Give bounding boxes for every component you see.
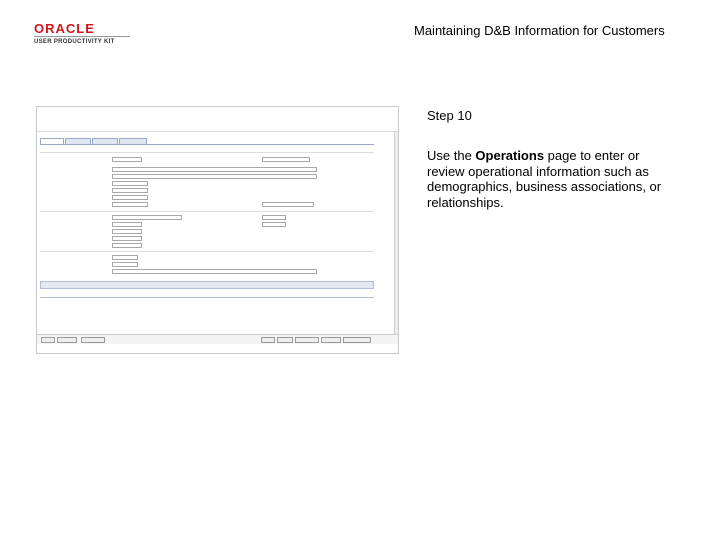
- divider: [40, 152, 374, 153]
- toolbar-button: [295, 337, 319, 343]
- text-field-5: [112, 195, 148, 200]
- text-field-9: [112, 222, 142, 227]
- operations-panel: [40, 144, 374, 334]
- step-number: Step 10: [427, 108, 472, 123]
- logo-brand: ORACLE: [34, 21, 95, 36]
- description-after: page to enter or review operational information such as demographics, business associations, or relationships.: [427, 148, 662, 210]
- logo-product: USER PRODUCTIVITY KIT: [34, 39, 115, 45]
- text-field-3: [112, 181, 148, 186]
- text-field-17: [112, 269, 317, 274]
- divider: [40, 211, 374, 212]
- scrollbar: [394, 132, 398, 334]
- date-field: [112, 157, 142, 162]
- text-field-2: [112, 174, 317, 179]
- grid-row: [40, 297, 374, 298]
- select-field: [262, 157, 310, 162]
- toolbar-button: [57, 337, 77, 343]
- text-field-1: [112, 167, 317, 172]
- text-field-6: [112, 202, 148, 207]
- text-field-8: [112, 215, 182, 220]
- app-header: [37, 114, 398, 132]
- text-field-12: [112, 243, 142, 248]
- grid-header: [40, 281, 374, 289]
- text-field-13: [262, 215, 286, 220]
- toolbar-button: [261, 337, 275, 343]
- text-field-14: [262, 222, 286, 227]
- text-field-7: [262, 202, 314, 207]
- description-before: Use the: [427, 148, 476, 163]
- description-bold: Operations: [475, 148, 545, 163]
- bottom-toolbar: [37, 334, 398, 344]
- toolbar-button: [343, 337, 371, 343]
- oracle-upk-logo: [34, 22, 134, 45]
- toolbar-button: [321, 337, 341, 343]
- application-screenshot: [36, 106, 399, 354]
- text-field-11: [112, 236, 142, 241]
- text-field-4: [112, 188, 148, 193]
- breadcrumb: [37, 107, 398, 114]
- text-field-15: [112, 255, 138, 260]
- toolbar-button: [277, 337, 293, 343]
- text-field-10: [112, 229, 142, 234]
- toolbar-button: [81, 337, 105, 343]
- divider: [40, 251, 374, 252]
- logo-divider: [34, 36, 130, 37]
- toolbar-button: [41, 337, 55, 343]
- text-field-16: [112, 262, 138, 267]
- step-description: [427, 148, 672, 210]
- document-title: Maintaining D&B Information for Customers: [414, 23, 665, 38]
